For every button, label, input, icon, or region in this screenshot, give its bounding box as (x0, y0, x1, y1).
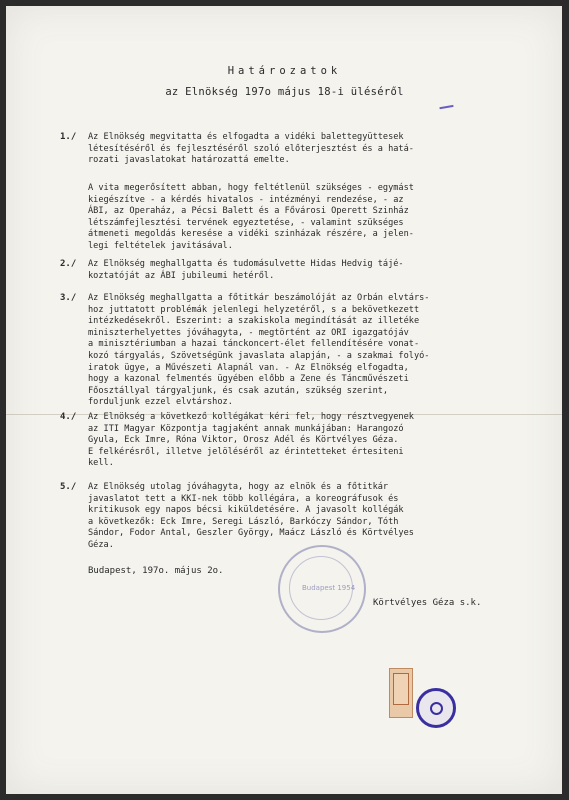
item-text: Az Elnökség utolag jóváhagyta, hogy az elnök és a főtitkár javaslatot tett a KKI-nek több kollégára, a koreográfusok és kritikusok egy napos bécsi kiküldetésére. A javasolt kollégák a következők: Eck Imre, Seregi László, Barkóczy Sándor, Tóth Sándor, Fodor Antal, Geszler György, Maácz László és Körtvélyes Géza. (88, 482, 414, 550)
item-text: A vita megerősített abban, hogy feltétlenül szükséges - egymást kiegészítve - a kérdés hivatalos - intézményi rendezése, - az ÁBI, az Operaház, a Pécsi Balett és a Fővárosi Operett Szinház létszámfejlesztési tervének egyeztetése, - valamint szükséges átmeneti megoldás keresése a vidéki szinházak részére, a jelen- legi feltételek javitásával. (88, 183, 414, 251)
item-text: Az Elnökség a következő kollégákat kéri fel, hogy résztvegyenek az ITI Magyar Központja tagjaként annak munkájában: Harangozó Gyula, Eck Imre, Róna Viktor, Orosz Adél és Körtvélyes Géza. E felkérésről, illetve jelöléséről az érintetteket értesiteni kell. (88, 412, 414, 469)
seal-text: Budapest 1954 (302, 584, 356, 592)
revenue-stamp-icon (389, 668, 413, 718)
item-text: Az Elnökség megvitatta és elfogadta a vidéki balettegyüttesek létesítéséről és fejlesztéséről szoló előterjesztést és a hatá- rozati javaslatokat határozattá emelte. (88, 132, 414, 166)
place-date: Budapest, 197o. május 2o. (88, 566, 224, 576)
item-text: Az Elnökség meghallgatta a főtitkár beszámolóját az Orbán elvtárs- hoz juttatott problémák jelenlegi helyzetéről, s a bekövetkezett intézkedésekről. Eszerint: a szakiskola megindítását az illetéke miniszterhelyettes jóváhagyta, - megtörtént az ORI igazgatójáv a minisztériumban a hazai tánckoncert-élet fellendítésére vonat- kozó tárgyalás, Szövetségünk javaslata alapján, - a szakmai folyó- iratok ügye, a Művészeti Alapnál van. - Az Elnökség elfogadta, hogy a kazonal felmentés ügyében előbb a Zene és Táncművészeti Főosztállyal tárgyaljunk, és csak azután, szükség szerint, forduljunk ezzel elvtárshoz. (88, 293, 430, 408)
item-text: Az Elnökség meghallgatta és tudomásulvette Hidas Hedvig tájé- koztatóját az ÁBI jubileumi hetéről. (88, 259, 404, 281)
item-number: 3./ (60, 293, 77, 303)
item-number: 4./ (60, 412, 77, 422)
item-number: 1./ (60, 132, 77, 142)
signature: Körtvélyes Géza s.k. (373, 598, 482, 608)
small-blue-stamp-icon (416, 688, 456, 728)
item-number: 5./ (60, 482, 77, 492)
document-subtitle: az Elnökség 197o május 18-i üléséről (165, 86, 404, 98)
item-number: 2./ (60, 259, 77, 269)
document-title: Határozatok (227, 65, 342, 77)
